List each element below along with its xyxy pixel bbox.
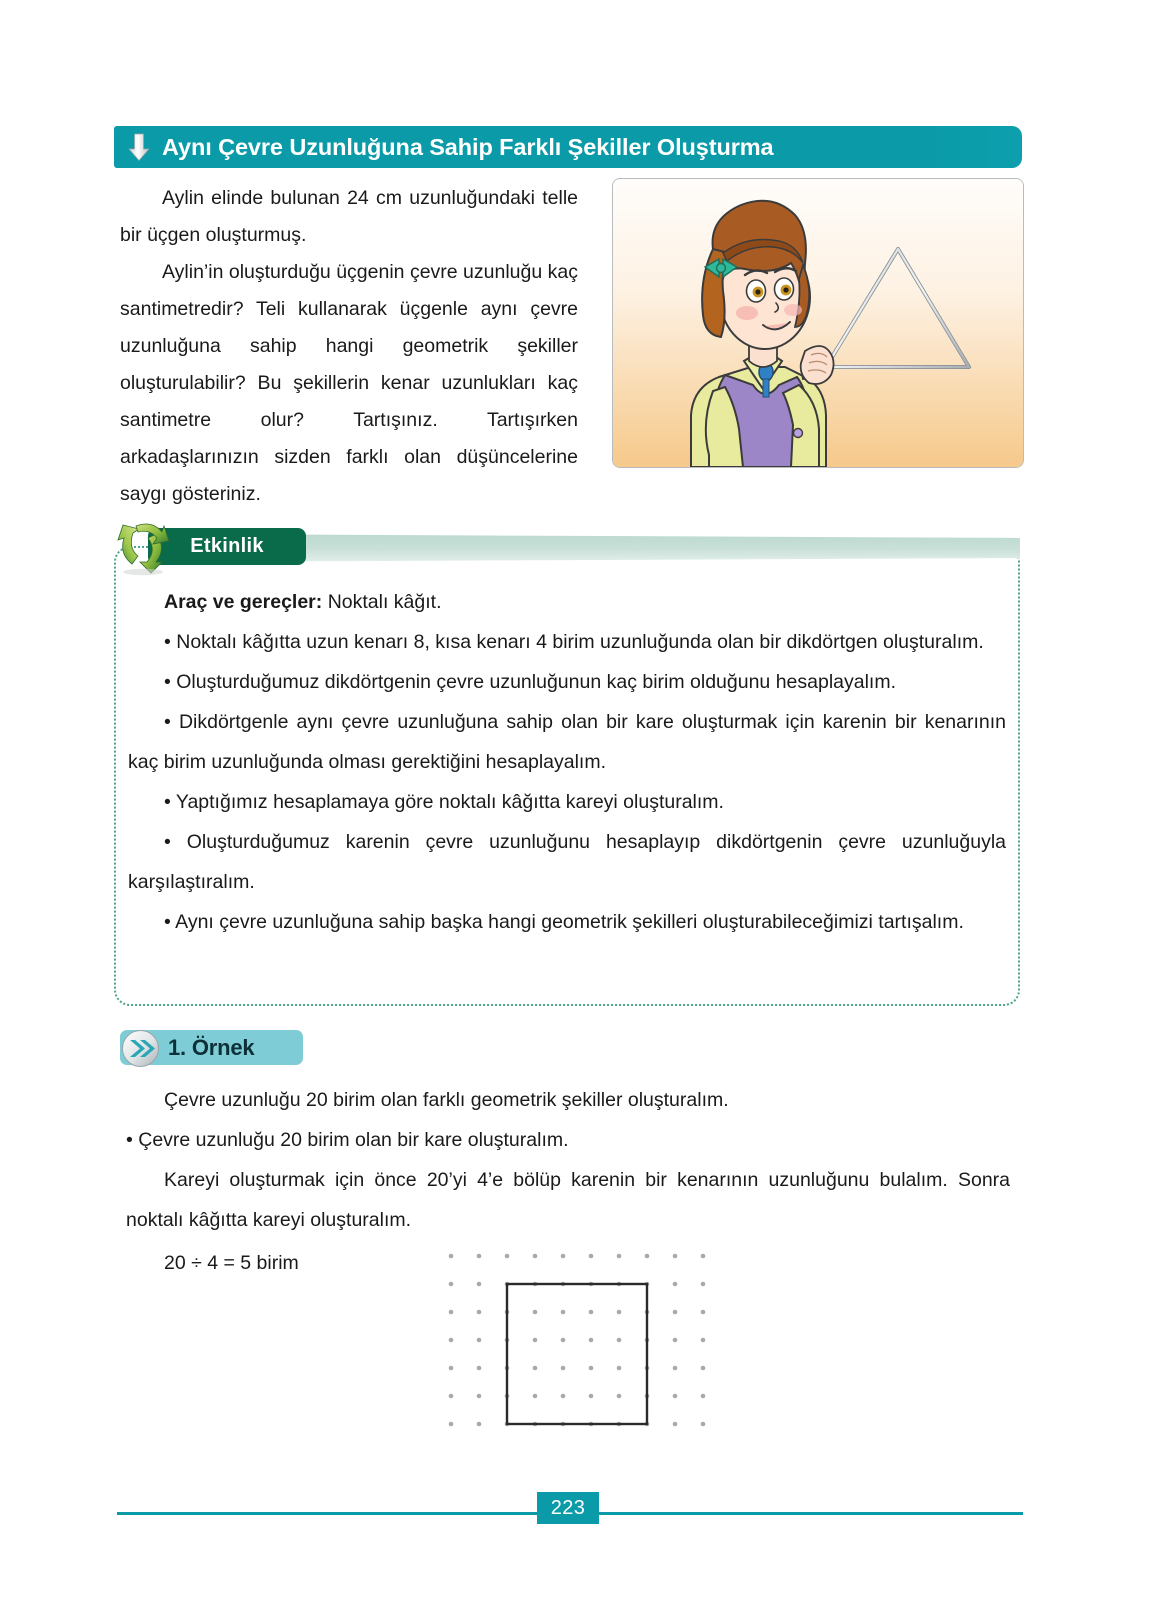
grid-dot [561,1338,566,1343]
etkinlik-step-4: • Yaptığımız hesaplamaya göre noktalı kâğıtta kareyi oluşturalım. [164,791,724,813]
grid-dot [589,1394,594,1399]
girl-hand [801,346,834,384]
ornek-bullet-1: • Çevre uzunluğu 20 birim olan bir kare oluşturalım. [126,1129,569,1151]
page-number: 223 [550,1496,586,1519]
girl-holding-wire-triangle-illustration [613,179,1023,467]
grid-dot [701,1254,706,1259]
etkinlik-step-5: • Oluşturduğumuz karenin çevre uzunluğunu hesaplayıp dikdörtgenin çevre uzunluğuyla karşılaştıralım. [128,831,1006,893]
etkinlik-materials-line [128,582,1006,622]
grid-dot [477,1338,482,1343]
grid-dot [701,1310,706,1315]
grid-dot [617,1338,622,1343]
grid-dot [505,1254,510,1259]
etkinlik-badge-label: Etkinlik [190,535,264,557]
etkinlik-step-6: • Aynı çevre uzunluğuna sahip başka hangi geometrik şekilleri oluşturabileceğimizi tartışalım. [164,911,964,933]
grid-dot [589,1310,594,1315]
grid-dot [533,1394,538,1399]
grid-dot [645,1254,650,1259]
double-chevron-right-icon [121,1029,160,1068]
grid-dot [561,1366,566,1371]
etkinlik-step-1: • Noktalı kâğıtta uzun kenarı 8, kısa kenarı 4 birim uzunluğunda olan bir dikdörtgen oluşturalım. [164,631,984,653]
square-outline [507,1284,647,1424]
etkinlik-materials-value: Noktalı kâğıt. [327,591,442,613]
intro-paragraph-1: Aylin elinde bulunan 24 cm uzunluğundaki telle bir üçgen oluşturmuş. [120,187,578,246]
grid-dot [449,1254,454,1259]
grid-dot [533,1254,538,1259]
grid-dot [701,1394,706,1399]
grid-dot [673,1282,678,1287]
recycle-arrows-icon [112,518,174,578]
etkinlik-materials-label: Araç ve gereçler: [164,591,323,613]
dot-paper-with-square [443,1248,723,1438]
grid-dot [589,1254,594,1259]
grid-dot [449,1422,454,1427]
grid-dot [617,1254,622,1259]
grid-dot [617,1394,622,1399]
grid-dot [701,1282,706,1287]
ornek-paragraph-2: Kareyi oluşturmak için önce 20’yi 4’e bölüp karenin bir kenarının uzunluğunu bulalım. Sonra noktalı kâğıtta kareyi oluşturalım. [126,1169,1010,1231]
intro-paragraph-2: Aylin’in oluşturduğu üçgenin çevre uzunluğu kaç santimetredir? Teli kullanarak üçgenle aynı çevre uzunluğuna sahip hangi geometrik şekiller oluşturulabilir? Bu şekillerin kenar uzunlukları kaç santimetre olur? Tartışınız. Tartışırken arkadaşlarınızın sizden farklı olan düşüncelerine saygı gösteriniz. [120,261,578,505]
etkinlik-step-2: • Oluşturduğumuz dikdörtgenin çevre uzunluğunun kaç birim olduğunu hesaplayalım. [164,671,897,693]
grid-dot [673,1338,678,1343]
etkinlik-step-3: • Dikdörtgenle aynı çevre uzunluğuna sahip olan bir kare oluşturmak için karenin bir kenarının kaç birim uzunluğunda olması gerektiğini hesaplayalım. [128,711,1006,773]
grid-dot [449,1394,454,1399]
ornek-text-block [126,1080,1010,1240]
grid-dot [533,1338,538,1343]
grid-dot [477,1366,482,1371]
grid-dot [449,1338,454,1343]
grid-dot [477,1282,482,1287]
section-title: Aynı Çevre Uzunluğuna Sahip Farklı Şekiller Oluşturma [162,133,774,160]
grid-dot [533,1310,538,1315]
section-header-bar [114,126,1022,168]
grid-dot [449,1310,454,1315]
grid-dot [673,1422,678,1427]
ornek-paragraph-1: Çevre uzunluğu 20 birim olan farklı geometrik şekiller oluşturalım. [164,1089,729,1111]
grid-dot [617,1310,622,1315]
grid-dot [673,1254,678,1259]
grid-dot [561,1254,566,1259]
grid-dot [561,1310,566,1315]
grid-dot [673,1366,678,1371]
etkinlik-content [128,582,1006,942]
grid-dot [449,1282,454,1287]
grid-dot [673,1394,678,1399]
grid-dot [477,1310,482,1315]
grid-dot [589,1338,594,1343]
intro-text-block [120,180,578,513]
down-arrow-icon [126,132,152,162]
grid-dot [533,1366,538,1371]
intro-figure [612,178,1024,468]
ornek-equation: 20 ÷ 4 = 5 birim [164,1252,299,1274]
grid-dot [673,1310,678,1315]
grid-dot [701,1366,706,1371]
grid-dot [561,1394,566,1399]
grid-dot [617,1366,622,1371]
ornek-badge-label: 1. Örnek [168,1034,255,1060]
grid-dot [589,1366,594,1371]
grid-dot [477,1422,482,1427]
grid-dot [701,1338,706,1343]
page-number-box [537,1492,599,1524]
grid-dot [449,1366,454,1371]
grid-dot [701,1422,706,1427]
grid-dot [477,1254,482,1259]
grid-dot [477,1394,482,1399]
